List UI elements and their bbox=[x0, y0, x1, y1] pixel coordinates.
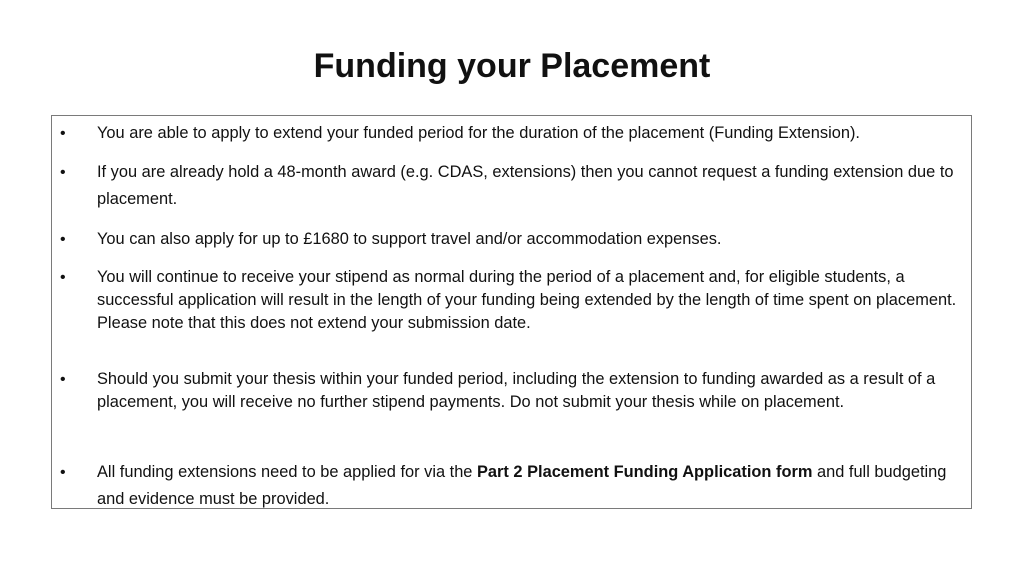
bullet-marker: • bbox=[60, 464, 66, 481]
bullet-marker: • bbox=[60, 125, 66, 142]
bullet-text: You will continue to receive your stipend as normal during the period of a placement and, for eligible students, a successful application will result in the length of your funding being extended by the length of time spent on placement. Please note that this does not extend your submission date. bbox=[97, 268, 957, 332]
bullet-text-tail: and full budgeting and evidence must be provided. bbox=[97, 463, 947, 508]
bullet-text: You can also apply for up to £1680 to support travel and/or accommodation expenses. bbox=[97, 230, 722, 248]
bullet-text: Should you submit your thesis within your funded period, including the extension to funding awarded as a result of a placement, you will receive no further stipend payments. Do not submit your thesis while on placement. bbox=[97, 370, 936, 411]
bullet-marker: • bbox=[60, 231, 66, 248]
bullet-list-box bbox=[51, 115, 972, 509]
bullet-text bbox=[97, 459, 963, 513]
bullet-marker: • bbox=[60, 371, 66, 388]
bullet-marker: • bbox=[60, 269, 66, 286]
bullet-text: You are able to apply to extend your funded period for the duration of the placement (Funding Extension). bbox=[97, 124, 860, 142]
bullet-text: If you are already hold a 48-month award (e.g. CDAS, extensions) then you cannot request a funding extension due to placement. bbox=[97, 163, 954, 208]
bullet-text-lead: All funding extensions need to be applied for via the bbox=[97, 463, 477, 481]
slide-title: Funding your Placement bbox=[313, 47, 711, 85]
bullet-marker: • bbox=[60, 164, 66, 181]
application-form-name: Part 2 Placement Funding Application form bbox=[476, 463, 813, 481]
